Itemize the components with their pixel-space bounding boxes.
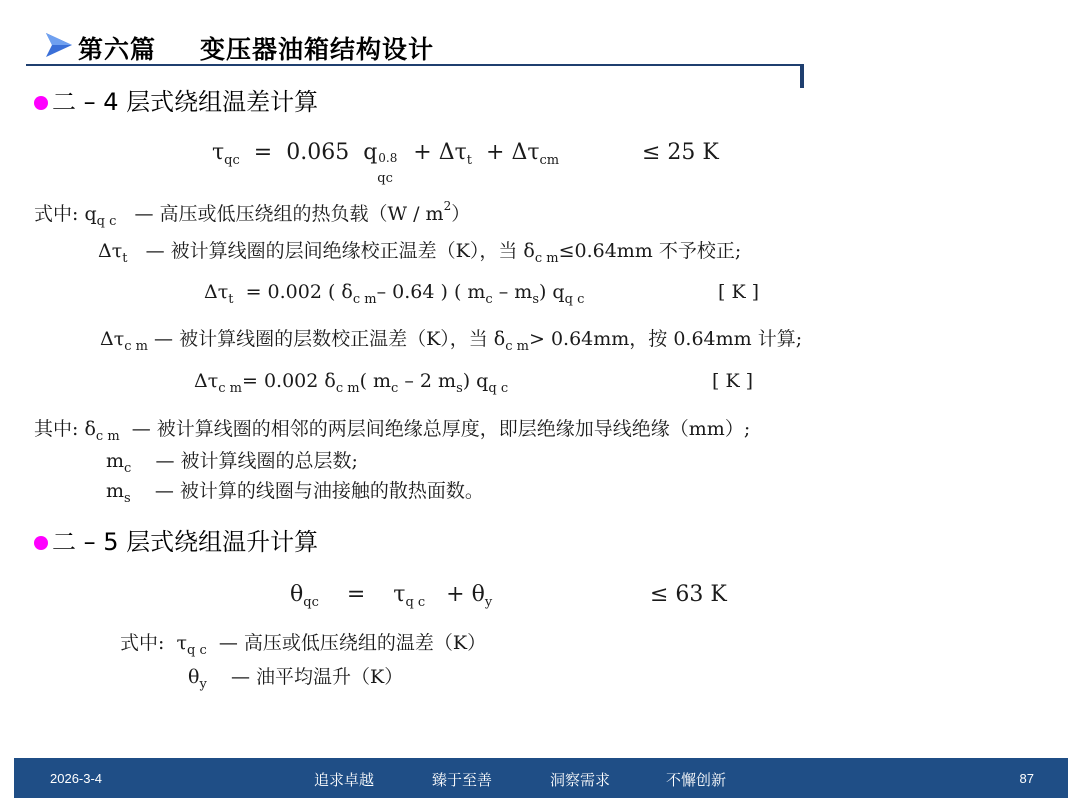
math-fragment: q c: [564, 292, 585, 307]
math-fragment: ) q: [538, 281, 565, 303]
title-part: 第六篇: [78, 35, 157, 64]
arrow-bullet-icon: [44, 30, 74, 60]
title-divider: [26, 64, 804, 66]
math-fragment: — 高压或低压绕组的温差（K）: [218, 632, 487, 654]
math-fragment: > 0.64mm，按 0.64mm 计算;: [529, 328, 803, 350]
math-fragment: y: [199, 677, 207, 692]
math-fragment: + θ: [446, 582, 485, 607]
math-fragment: y: [484, 595, 493, 610]
math-fragment: = 0.002 δ: [241, 370, 336, 392]
math-fragment: q: [84, 203, 97, 225]
math-fragment: 2: [443, 199, 452, 213]
definition-delta-tau-cm: [100, 324, 802, 354]
math-fragment: t: [228, 292, 234, 307]
math-fragment: c m: [505, 339, 529, 354]
definition-ms: [106, 476, 484, 506]
section-heading-2: [34, 522, 318, 557]
math-fragment: 式中:: [120, 632, 165, 654]
math-fragment: — 被计算线圈的相邻的两层间绝缘总厚度，即层绝缘加导线绝缘（mm）;: [131, 418, 751, 440]
math-fragment: ≤0.64mm 不予校正;: [558, 240, 742, 262]
math-fragment: ( m: [359, 370, 392, 392]
math-fragment: τ: [212, 140, 225, 165]
math-fragment: — 高压或低压绕组的热负载（W / m: [134, 203, 444, 225]
math-fragment: c m: [352, 292, 377, 307]
math-fragment: Δτ: [100, 328, 125, 350]
math-fragment: 式中:: [34, 203, 79, 225]
math-fragment: ) q: [462, 370, 489, 392]
title-text: 变压器油箱结构设计: [200, 35, 435, 64]
math-fragment: q c: [405, 595, 426, 610]
math-fragment: Δτ: [204, 281, 229, 303]
math-fragment: θ: [290, 582, 304, 607]
footer-motto-3: 洞察需求: [550, 771, 611, 789]
math-fragment: = 0.002 ( δ: [245, 281, 353, 303]
footer-date: 2026-3-4: [50, 771, 103, 786]
definition-qqc: [34, 199, 470, 229]
definition-delta-cm: [34, 414, 750, 444]
math-fragment: c: [124, 461, 132, 476]
math-fragment: c m: [218, 381, 242, 396]
math-fragment: c m: [335, 381, 360, 396]
math-fragment: qc: [224, 153, 240, 168]
math-fragment: 0.8: [378, 151, 398, 165]
math-fragment: c: [485, 292, 493, 307]
math-fragment: Δτ: [98, 240, 123, 262]
math-fragment: t: [466, 153, 473, 168]
math-fragment: – m: [492, 281, 533, 303]
formula-1-limit: ≤ 25 K: [642, 140, 719, 165]
formula-main-2: [290, 582, 492, 610]
math-fragment: — 油平均温升（K）: [230, 666, 404, 688]
math-fragment: m: [106, 450, 125, 472]
footer-motto-4: 不懈创新: [666, 771, 727, 789]
math-fragment: qc: [377, 171, 393, 186]
math-fragment: c m: [124, 339, 148, 354]
definition-mc: [106, 446, 358, 476]
math-fragment: s: [532, 292, 539, 307]
math-fragment: =: [253, 140, 273, 165]
math-fragment: q: [363, 140, 378, 165]
math-fragment: 其中:: [34, 418, 79, 440]
title-divider-end: [800, 64, 804, 88]
math-fragment: s: [124, 491, 131, 506]
math-fragment: ）: [451, 203, 471, 225]
math-fragment: c m: [534, 251, 559, 266]
math-fragment: s: [456, 381, 463, 396]
math-fragment: =: [346, 582, 366, 607]
math-fragment: q c: [187, 643, 207, 658]
math-fragment: θ: [188, 666, 200, 688]
footer-bar: [14, 758, 1068, 798]
footer-motto-2: 臻于至善: [432, 771, 493, 789]
math-fragment: + Δτ: [413, 140, 467, 165]
formula-2-limit: ≤ 63 K: [650, 582, 727, 607]
math-fragment: τ: [393, 582, 406, 607]
formula-delta-tau-cm-unit: [ K ]: [712, 370, 754, 392]
math-fragment: τ: [176, 632, 188, 654]
math-fragment: — 被计算线圈的总层数;: [155, 450, 358, 472]
math-fragment: δ: [84, 418, 96, 440]
math-fragment: qc: [303, 595, 319, 610]
formula-main-1: [212, 140, 560, 186]
formula-delta-tau-t: [204, 281, 584, 307]
math-fragment: cm: [539, 153, 560, 168]
math-fragment: m: [106, 480, 125, 502]
math-fragment: Δτ: [194, 370, 219, 392]
formula-delta-tau-t-unit: [ K ]: [718, 281, 760, 303]
page-title: [78, 30, 434, 66]
footer-page-number: 87: [1019, 771, 1034, 786]
footer-motto-1: 追求卓越: [314, 771, 375, 789]
definition-theta-y: [188, 662, 403, 692]
pink-bullet-icon: [34, 536, 48, 550]
math-fragment: — 被计算线圈的层间绝缘校正温差（K），当 δ: [145, 240, 535, 262]
math-fragment: — 被计算的线圈与油接触的散热面数。: [154, 480, 484, 502]
pink-bullet-icon: [34, 96, 48, 110]
math-fragment: q c: [96, 214, 117, 229]
math-fragment: c m: [95, 429, 120, 444]
section-heading-1: [34, 82, 318, 117]
section-heading-1-text: 二 – 4 层式绕组温差计算: [52, 88, 319, 116]
math-fragment: — 被计算线圈的层数校正温差（K），当 δ: [154, 328, 506, 350]
formula-delta-tau-cm: [194, 370, 508, 396]
math-fragment: 0.065: [286, 140, 350, 165]
math-fragment: q c: [488, 381, 509, 396]
math-fragment: t: [122, 251, 128, 266]
definition-tau-qc: [120, 628, 486, 658]
math-fragment: – 2 m: [398, 370, 457, 392]
section-heading-2-text: 二 – 5 层式绕组温升计算: [52, 528, 319, 556]
math-fragment: – 0.64 ) ( m: [376, 281, 486, 303]
math-fragment: c: [391, 381, 399, 396]
math-fragment: + Δτ: [486, 140, 540, 165]
definition-delta-tau-t: [98, 236, 741, 266]
